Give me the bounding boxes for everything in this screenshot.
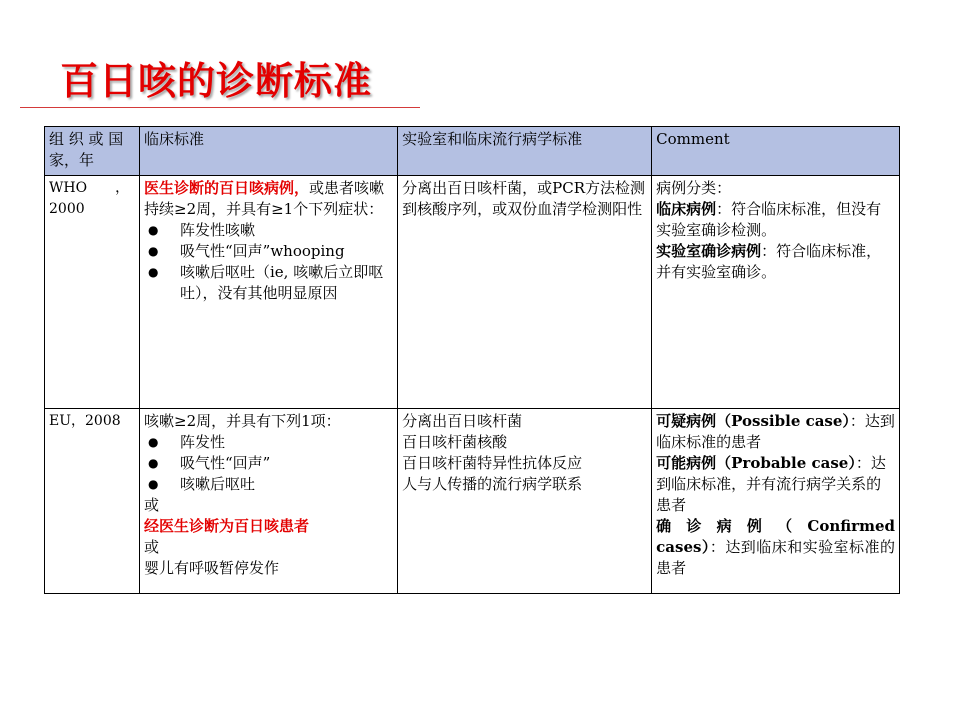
list-item: ● 阵发性咳嗽	[148, 221, 256, 239]
list-item: 人与人传播的流行病学联系	[402, 475, 583, 493]
table-row-who	[45, 176, 900, 409]
list-item: 百日咳杆菌特异性抗体反应	[402, 454, 583, 472]
who-symptom-list	[144, 220, 393, 304]
cell-lab-eu	[398, 409, 652, 594]
eu-clinical-or-2: 或	[144, 538, 160, 556]
eu-comment-probable-text: ：达到临床标准，并有流行病学关系的患者	[656, 454, 886, 514]
list-item: ● 咳嗽后呕吐（ie, 咳嗽后立即呕吐），没有其他明显原因	[148, 263, 384, 302]
who-comment-intro: 病例分类：	[656, 179, 732, 197]
list-item: ● 吸气性“回声”	[148, 454, 271, 472]
bullet-icon: ●	[148, 244, 159, 258]
who-clinical-cough: 或患者咳嗽持续≥2周，并具有≥1个下列症状：	[144, 179, 385, 218]
who-comment-lab-label: 实验室确诊病例	[656, 242, 762, 260]
list-item: ● 阵发性	[148, 433, 226, 451]
who-comment-lab-text: ：符合临床标准，并有实验室确诊。	[656, 242, 882, 281]
who-comment-clinical-text: ：符合临床标准，但没有实验室确诊检测。	[656, 200, 882, 239]
org-who-year: 2000	[49, 201, 85, 217]
eu-clinical-apnea: 婴儿有呼吸暂停发作	[144, 559, 280, 577]
bullet-icon: ●	[148, 435, 159, 449]
header-comment: Comment	[652, 127, 900, 176]
cell-comment-who	[652, 176, 900, 409]
cell-org-eu: EU，2008	[45, 409, 140, 594]
eu-comment-confirmed-label: 确 诊 病 例 （ Confirmed cases）	[656, 517, 895, 556]
cell-comment-eu	[652, 409, 900, 594]
bullet-icon: ●	[148, 265, 159, 279]
diagnosis-criteria-table	[44, 126, 900, 594]
eu-clinical-or-1: 或	[144, 496, 160, 514]
bullet-icon: ●	[148, 456, 159, 470]
slide-title: 百日咳的诊断标准	[60, 59, 373, 103]
title-underline	[20, 107, 420, 108]
list-item: 百日咳杆菌核酸	[402, 433, 508, 451]
header-lab: 实验室和临床流行病学标准	[398, 127, 652, 176]
table-row-eu	[45, 409, 900, 594]
eu-comment-probable-label: 可能病例（Probable case）	[656, 454, 856, 472]
cell-clinical-eu	[140, 409, 398, 594]
who-comment-clinical-label: 临床病例	[656, 200, 717, 218]
header-org: 组 织 或 国家，年	[45, 127, 140, 176]
cell-org-who	[45, 176, 140, 409]
list-item: ● 吸气性“回声”whooping	[148, 242, 345, 260]
eu-symptom-list	[144, 432, 393, 495]
eu-comment-confirmed-text: ：达到临床和实验室标准的患者	[656, 538, 895, 577]
eu-comment-possible-label: 可疑病例（Possible case）	[656, 412, 850, 430]
bullet-icon: ●	[148, 477, 159, 491]
cell-lab-who: 分离出百日咳杆菌，或PCR方法检测到核酸序列，或双份血清学检测阳性	[398, 176, 652, 409]
cell-clinical-who	[140, 176, 398, 409]
bullet-icon: ●	[148, 223, 159, 237]
list-item: 分离出百日咳杆菌	[402, 412, 523, 430]
who-clinical-physician: 医生诊断的百日咳病例，	[144, 179, 310, 197]
list-item: ● 咳嗽后呕吐	[148, 475, 256, 493]
table-header-row	[45, 127, 900, 176]
eu-comment-possible-text: ：达到临床标准的患者	[656, 412, 895, 451]
eu-clinical-physician: 经医生诊断为百日咳患者	[144, 517, 310, 535]
header-clinical: 临床标准	[140, 127, 398, 176]
org-who-name: WHO ，	[49, 180, 130, 196]
eu-clinical-intro: 咳嗽≥2周，并具有下列1项：	[144, 412, 341, 430]
